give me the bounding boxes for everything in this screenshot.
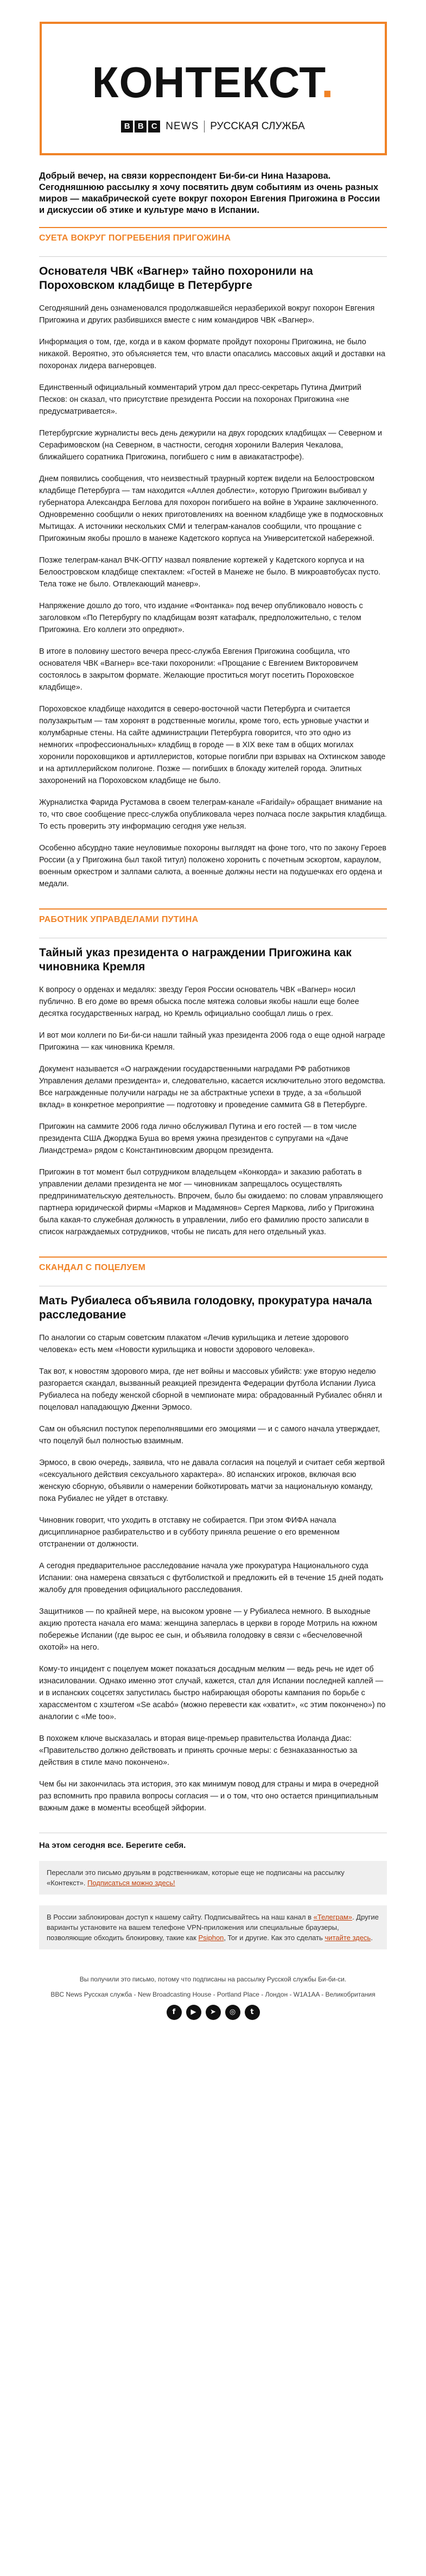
section-kiss-scandal	[39, 1286, 387, 1814]
access-text: .	[371, 1934, 373, 1942]
instagram-icon[interactable]: ◎	[225, 2005, 240, 2020]
section-heading-kiss-scandal: СКАНДАЛ С ПОЦЕЛУЕМ	[39, 1257, 387, 1273]
article-paragraph: Кому-то инцидент с поцелуем может показаться досадным мелким — ведь речь не идет об изнасиловании. Однако именно этот случай, кажется, стал для Испании последней каплей — и в испанских соцсетях запустилась быстро набирающая обороты кампания по борьбе с харассментом с хэштегом «Se acabó» (можно перевести как «хватит», «с этим покончено») по аналогии с «Me too».	[39, 1665, 386, 1721]
article-paragraph: В итоге в половину шестого вечера пресс-служба Евгения Пригожина сообщила, что основателя ЧВК «Вагнер» все-таки похоронили: «Прощание с Евгением Викторовичем состоялось в закрытом формате. Желающие проститься могут посетить Пороховское кладбище».	[39, 647, 358, 692]
article-title: Тайный указ президента о награждении Пригожина как чиновника Кремля	[39, 938, 387, 974]
article-paragraph: Днем появились сообщения, что неизвестный траурный кортеж видели на Белоостровском кладбище Петербурга — там находится «Аллея доблести», которую Пригожин выбивал у губернатора Александра Беглова для похорон погибшего на войне в Украине заключенного. Одновременно сообщили о неких приготовлениях на военном кладбище уже в подмосковных Мытищах. А источники нескольких СМИ и телеграм-каналов сообщили, что прощание с Пригожиным якобы прошло в манеже Кадетского корпуса на Университетской набережной.	[39, 475, 384, 543]
article-paragraph: По аналогии со старым советским плакатом «Лечив курильщика и летеие здорового человека» есть мем «Новости курильщика и новости здорового человека».	[39, 1334, 349, 1354]
telegram-icon[interactable]: ➤	[206, 2005, 221, 2020]
article-title: Основателя ЧВК «Вагнер» тайно похоронили на Пороховском кладбище в Петербурге	[39, 256, 387, 293]
logo-dot: .	[321, 58, 334, 106]
section-heading-putin-office: РАБОТНИК УПРАВДЕЛАМИ ПУТИНА	[39, 908, 387, 925]
kontext-logo	[42, 58, 385, 108]
article-paragraph: Пригожин в тот момент был сотрудником владельцем «Конкорда» и заказию работать в управлении делами президента не мог — чиновникам запрещалось осуществлять предпринимательскую деятельность. Впрочем, было бы ожидаемо: по словам управляющего партнера юридической фирмы «Марков и Мадамянов» Сергея Маркова, либо у Пригожина была какая-то служебная должность в управлении, либо его фамилию просто записали в список награждаемых сотрудников, чтобы не писать для него отдельный указ.	[39, 1168, 383, 1236]
service-label: РУССКАЯ СЛУЖБА	[210, 121, 305, 132]
article-paragraph: Эрмосо, в свою очередь, заявила, что не давала согласия на поцелуй и считает себя жертвой «сексуального действия сексуального характера». 80 испанских игроков, включая всю женскую сборную, объявили о намерении бойкотировать матчи за национальную команду, пока Рубиалес не уйдет в отставку.	[39, 1459, 385, 1503]
article-paragraph: А сегодня предварительное расследование начала уже прокуратура Национального суда Испании: она намерена связаться с футболисткой и предложить ей в течение 15 дней подать жалобу для проведения официального расследования.	[39, 1562, 384, 1594]
footer-address: BBC News Русская служба - New Broadcasting House - Portland Place - Лондон - W1A1AA - Великобритания	[50, 1991, 376, 1998]
article-paragraph: Журналистка Фарида Рустамова в своем телеграм-канале «Faridaily» обращает внимание на то, что свое сообщение пресс-служба опубликовала через полчаса после закрытия кладбища. То есть проверить эту информацию сегодня уже нельзя.	[39, 798, 387, 831]
article-paragraph: Защитников — по крайней мере, на высоком уровне — у Рубиалеса немного. В выходные акцию протеста начала его мама: женщина заперлась в церкви в городе Мотриль на южном побережье Испании (где вырос ее сын, и объявила голодовку в связи с «бесчеловечной охотой» на него.	[39, 1607, 378, 1652]
facebook-icon[interactable]: f	[167, 2005, 182, 2020]
psiphon-link[interactable]: Psiphon	[198, 1934, 224, 1942]
instructions-link[interactable]: читайте здесь	[325, 1934, 371, 1942]
bbc-letter: B	[121, 121, 133, 132]
article-paragraph: К вопросу о орденах и медалях: звезду Героя России основатель ЧВК «Вагнер» носил публично. В его доме во время обыска после мятежа соловьи якобы нашли еще более десятка государственных наград, но Кремль официально сообщал лишь о грех.	[39, 986, 359, 1018]
article-paragraph: Пригожин на саммите 2006 года лично обслуживал Путина и его гостей — в том числе президента США Джорджа Буша во время ужина президентов с супругами на «Даче Лиандстрема» рядом с Константиновским дворцом президента.	[39, 1122, 357, 1155]
closing-text: На этом сегодня все. Берегите себя.	[39, 1833, 387, 1850]
article-paragraph: Чем бы ни закончилась эта история, это как минимум повод для страны и мира в очередной раз вспомнить про правила вопросы согласия — и о том, что оно остается принципиальным важным даже в моменты всеобщей эйфории.	[39, 1780, 379, 1813]
article-paragraph: И вот мои коллеги по Би-би-си нашли тайный указ президента 2006 года о еще одной награде Пригожина — как чиновника Кремля.	[39, 1031, 385, 1052]
article-paragraph: Позже телеграм-канал ВЧК-ОГПУ назвал появление кортежей у Кадетского корпуса и на Белоостровском кладбище спектаклем: «Гостей в Манеже не было. В микроавтобусах пусто. Тела тоже не было. Отвлекающий маневр».	[39, 556, 381, 589]
twitter-icon[interactable]: t	[245, 2005, 260, 2020]
article-paragraph: В похожем ключе высказалась и вторая вице-премьер правительства Иоланда Диас: «Правительство должно действовать и принять срочные меры: с безнаказанностью за действия в стиле мачо покончено».	[39, 1734, 358, 1767]
article-paragraph: Информация о том, где, когда и в каком формате пройдут похороны Пригожина, не было никакой. Вероятно, это объясняется тем, что власти опасались массовых акций и доставки на похоронах лидера вагнеровцев.	[39, 338, 385, 370]
bbc-brand-row	[42, 121, 385, 132]
bbc-logo	[121, 121, 160, 132]
telegram-link[interactable]: «Телеграм»	[313, 1913, 353, 1921]
article-paragraph: Так вот, к новостям здорового мира, где нет войны и массовых убийств: уже вторую неделю разгорается скандал, вызванный реакцией президента Федерации футбола Испании Луиса Рубиалеса на победу женской сборной в чемпионате мира: обрадованный Рубиалес обнял и поцеловал нападающую Дженни Эрмосо.	[39, 1367, 382, 1412]
footer	[39, 1974, 387, 2020]
article-paragraph: Документ называется «О награждении государственными наградами РФ работников Управления делами президента» и, следовательно, касается исключительно этого ведомства. Все награжденные получили награды не за абстрактные успехи в труде, а за «большой вклад» в конкретное мероприятие — подготовку и проведение саммита G8 в Петербурге.	[39, 1065, 386, 1109]
hero-header	[0, 0, 426, 163]
bbc-letter: B	[135, 121, 147, 132]
social-links	[39, 2005, 387, 2020]
section-prigozhin-burial	[39, 256, 387, 890]
forward-text: Переслали это письмо друзьям в родственникам, которые еще не подписаны на рассылку «Контекст».	[47, 1868, 345, 1887]
brand-divider	[204, 121, 205, 132]
logo-text: КОНТЕКСТ	[92, 58, 322, 106]
article-paragraph: Единственный официальный комментарий утром дал пресс-секретарь Путина Дмитрий Песков: он сказал, что присутствие президента России на похоронах Пригожина «не предусматривается».	[39, 383, 361, 416]
article-paragraph: Сегодняшний день ознаменовался продолжавшейся неразберихой вокруг похорон Евгения Пригожина и других разбившихся вместе с ним командиров ЧВК «Вагнер».	[39, 304, 375, 325]
forward-box	[39, 1861, 387, 1895]
article-paragraph: Петербургские журналисты весь день дежурили на двух городских кладбищах — Северном и Серафимовском (на Северном, в частности, сегодня хоронили Валерия Чекалова, ближайшего соратника Пригожина, погибшего с ним в авиакатастрофе).	[39, 429, 382, 462]
article-paragraph: Особенно абсурдно такие неуловимые похороны выглядят на фоне того, что по закону Героев России (а у Пригожина был такой титул) положено хоронить с почетным эскортом, караулом, военным оркестром и залпами салюта, а военные должны нести на подушечках его ордена и медали.	[39, 844, 386, 888]
article-paragraph: Пороховское кладбище находится в северо-восточной части Петербурга и считается полузакрытым — там хоронят в родственные могилы, кроме того, есть урновые участки и колумбарные стены. На сайте администрации Петербурга говорится, что это одно из немногих «профессиональных» кладбищ в городе — в XIX веке там в общих могилах хоронили пороховщиков и артиллеристов, которые погибли при взрывах на Охтинском заводе и на артиллерийском полигоне. Позже — погибших в блокаду жителей города. Элитных захоронений на Пороховском кладбище не было.	[39, 705, 386, 785]
hero-box	[40, 22, 387, 155]
bbc-news-label: NEWS	[166, 121, 199, 132]
article-paragraph: Сам он объяснил поступок переполнявшими его эмоциями — и с самого начала утверждает, что поцелуй был полностью взаимным.	[39, 1425, 380, 1445]
footer-subscription-note: Вы получили это письмо, потому что подписаны на рассылку Русской службы Би-би-си.	[79, 1975, 347, 1983]
intro-text: Добрый вечер, на связи корреспондент Би-би-си Нина Назарова. Сегодняшнюю рассылку я хочу посвятить двум событиям из очень разных миров — макабрической суете вокруг похорон Евгения Пригожина в России и дискуссии об этике и культуре мачо в Испании.	[39, 171, 380, 215]
article-paragraph: Чиновник говорит, что уходить в отставку не собирается. При этом ФИФА начала дисциплинарное разбирательство и в субботу приняла решение о его временном отстранении от должности.	[39, 1516, 340, 1549]
bbc-letter: C	[148, 121, 160, 132]
access-text: , Tor и другие. Как это сделать	[224, 1934, 323, 1942]
section-heading-prigozhin-burial: СУЕТА ВОКРУГ ПОГРЕБЕНИЯ ПРИГОЖИНА	[39, 227, 387, 243]
access-text: . Другие варианты установите на вашем телефоне VPN-приложения или специальные браузеры, позволяющие обходить блокировку, такие как	[47, 1913, 379, 1942]
access-text: В России заблокирован доступ к нашему сайту. Подписывайтесь на наш канал в	[47, 1913, 311, 1921]
subscribe-link[interactable]: Подписаться можно здесь!	[87, 1879, 175, 1887]
youtube-icon[interactable]: ▶	[186, 2005, 201, 2020]
access-box	[39, 1905, 387, 1949]
section-putin-office	[39, 938, 387, 1238]
article-title: Мать Рубиалеса объявила голодовку, прокуратура начала расследование	[39, 1286, 387, 1322]
article-paragraph: Напряжение дошло до того, что издание «Фонтанка» под вечер опубликовало новость с заголовком «По Петербургу по кладбищам возят катафалк, предположительно, с телом Пригожина. Его коллеги это опредяют».	[39, 602, 363, 634]
